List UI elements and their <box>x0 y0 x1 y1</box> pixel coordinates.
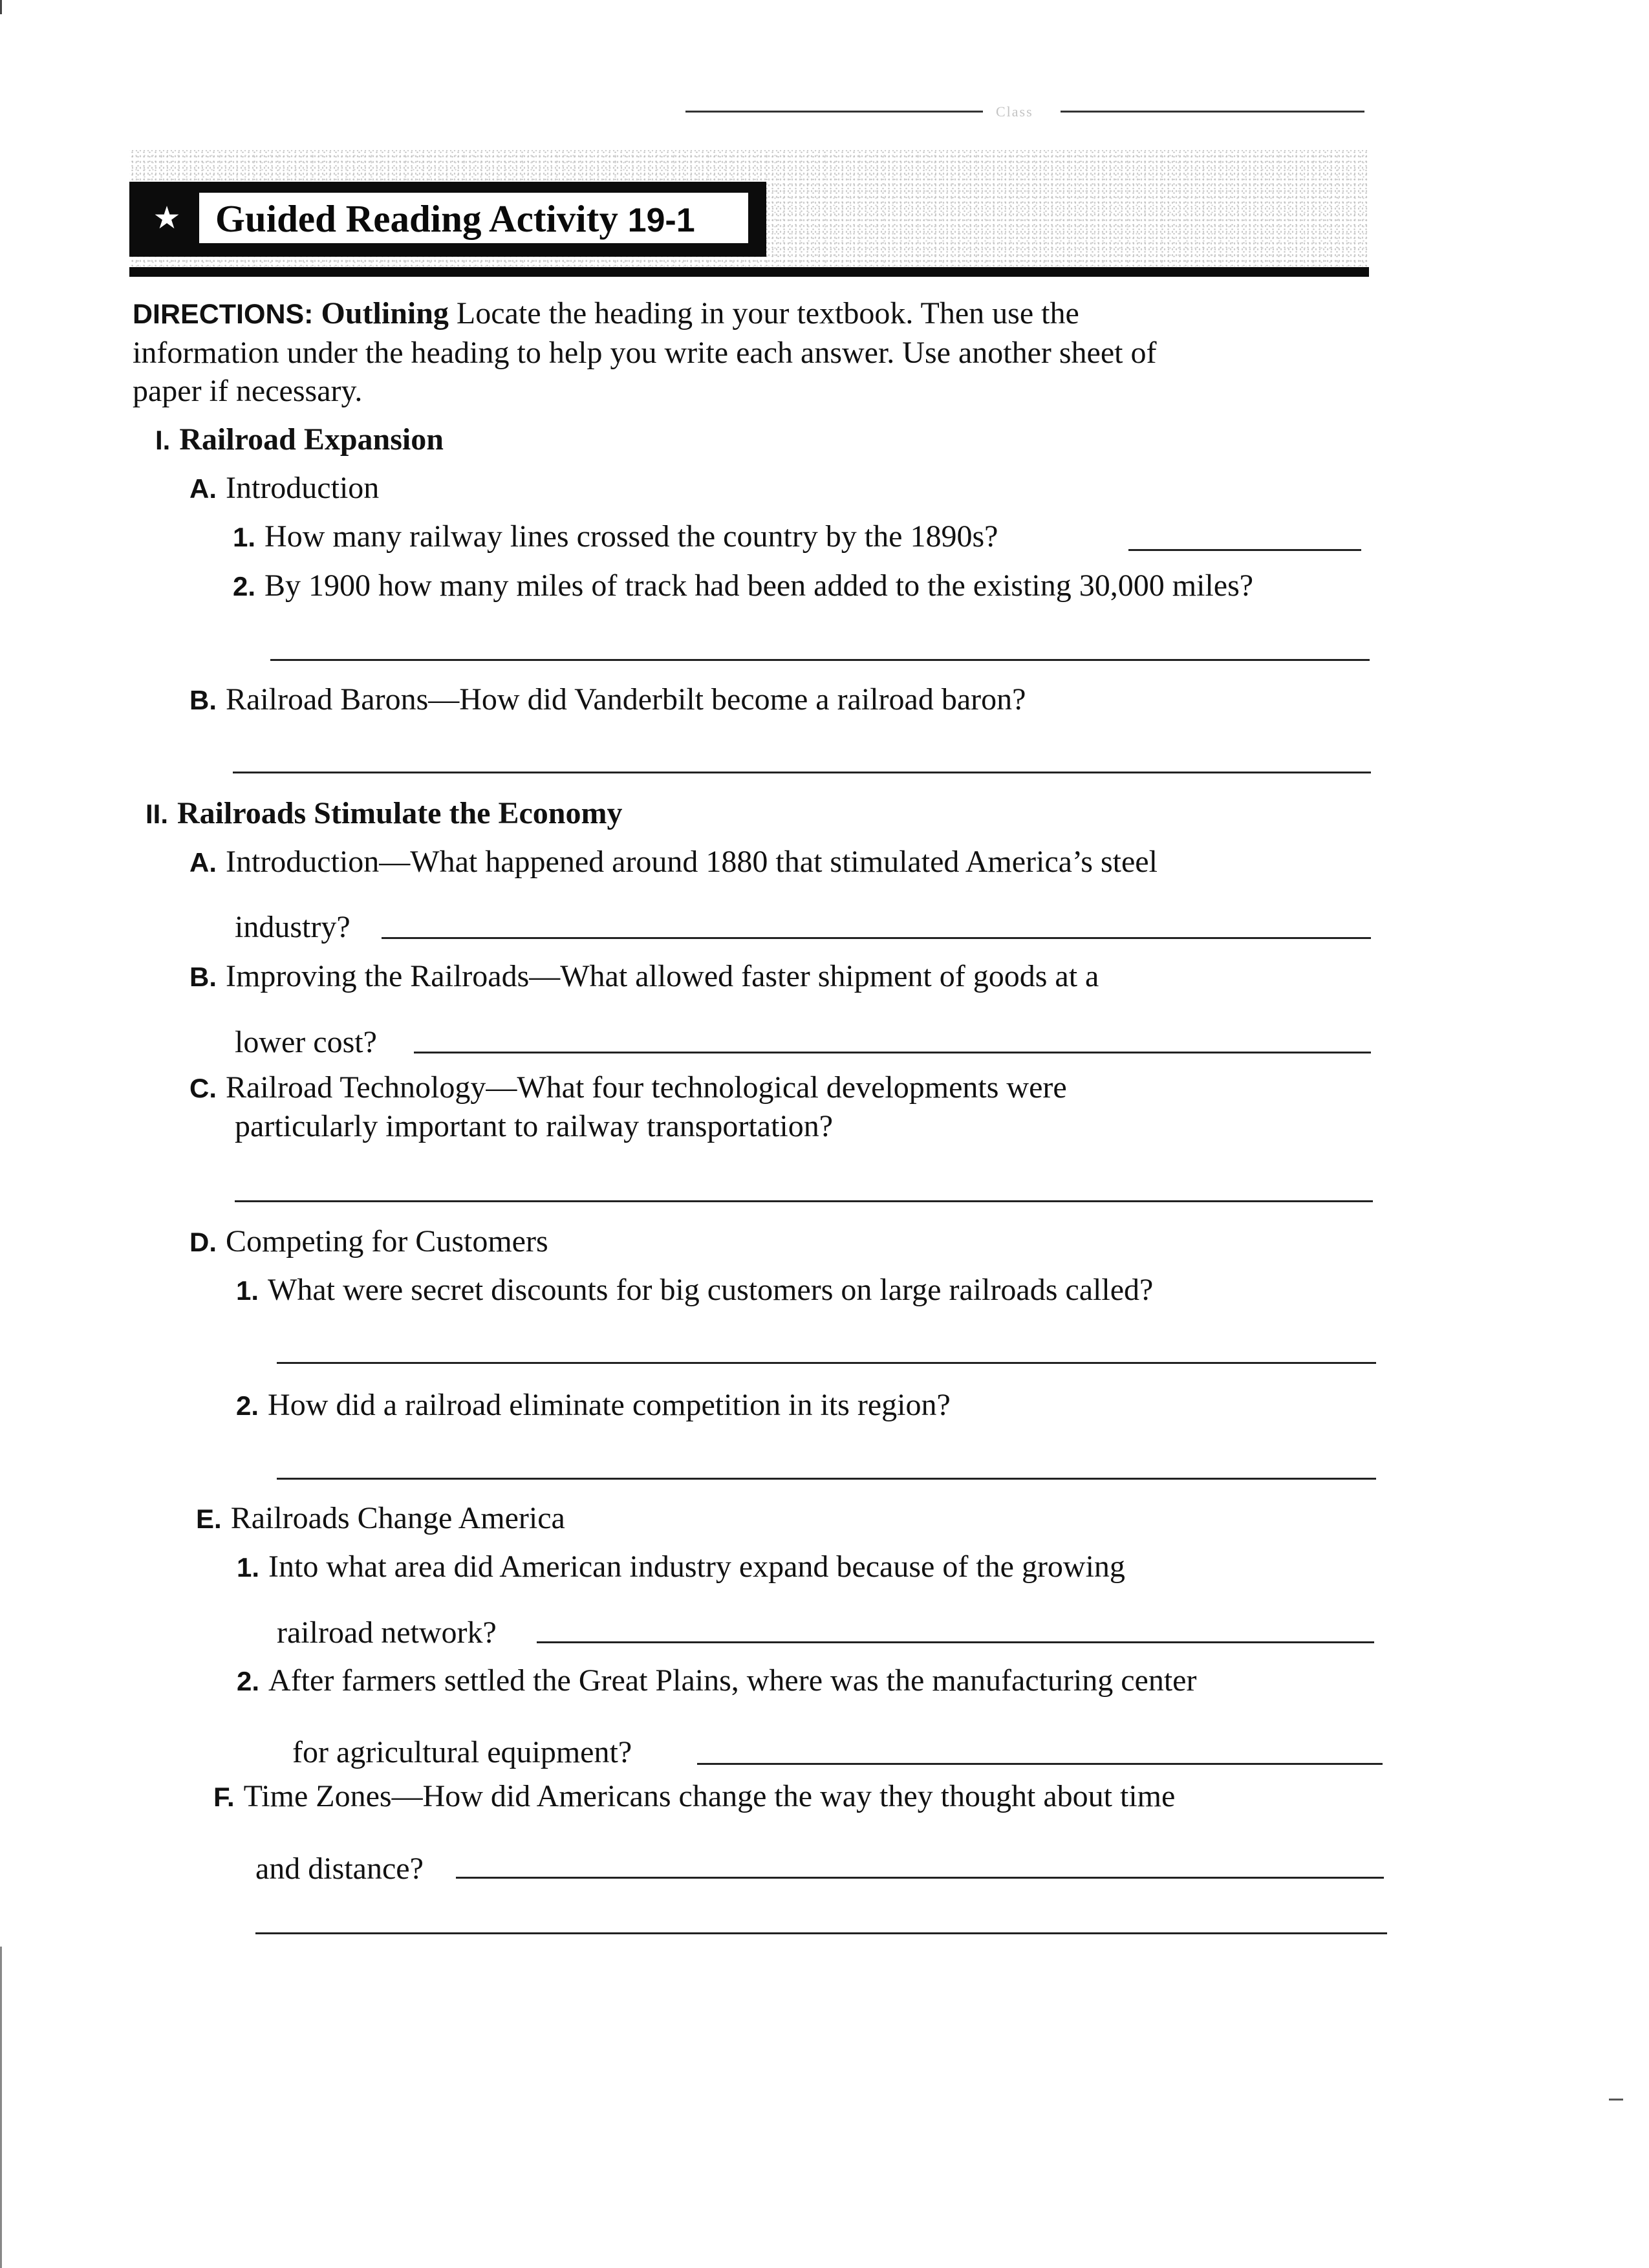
question-1a2-marker: 2. <box>233 571 256 601</box>
section-2f-marker: F. <box>213 1782 235 1812</box>
question-2e1 <box>237 1548 1125 1587</box>
section-1-heading <box>155 420 444 460</box>
section-2e-title: Railroads Change America <box>230 1501 565 1535</box>
question-1a1 <box>233 517 998 557</box>
section-2d-marker: D. <box>189 1227 217 1257</box>
question-2e1-marker: 1. <box>237 1552 260 1582</box>
question-2d1-text: What were secret discounts for big customers on large railroads called? <box>268 1273 1154 1307</box>
section-2d-heading <box>189 1222 548 1262</box>
answer-line-2a[interactable] <box>382 937 1371 939</box>
question-2e2-line1: After farmers settled the Great Plains, where was the manufacturing center <box>268 1663 1197 1698</box>
question-2e2 <box>237 1661 1196 1701</box>
question-2e2-marker: 2. <box>237 1666 260 1696</box>
section-1-marker: I. <box>155 425 171 455</box>
section-2-marker: II. <box>146 799 169 829</box>
section-2d-title: Competing for Customers <box>226 1224 548 1258</box>
directions <box>133 294 1232 410</box>
question-2d2 <box>236 1386 951 1425</box>
question-1b <box>189 680 1026 720</box>
question-1b-text: Railroad Barons—How did Vanderbilt become a railroad baron? <box>226 682 1026 717</box>
question-2e1-line2: railroad network? <box>277 1615 497 1650</box>
directions-text: Locate the heading in your textbook. Then use the information under the heading to help you write each answer. Use another sheet of paper if necessary. <box>133 296 1157 408</box>
section-1b-marker: B. <box>189 685 217 715</box>
question-2b-line1: Improving the Railroads—What allowed faster shipment of goods at a <box>226 959 1099 993</box>
answer-line-2f-2[interactable] <box>255 1932 1387 1934</box>
banner-rule <box>129 267 1369 277</box>
question-2d1 <box>236 1271 1153 1310</box>
question-2f-line2: and distance? <box>255 1852 424 1886</box>
question-2e2-cont <box>292 1733 632 1772</box>
question-2b-cont <box>235 1023 377 1062</box>
scan-dash <box>1609 2099 1623 2101</box>
answer-line-2f-1[interactable] <box>456 1877 1384 1879</box>
question-2a-line2: industry? <box>235 910 350 944</box>
section-2e-marker: E. <box>196 1504 222 1534</box>
question-2e2-line2: for agricultural equipment? <box>292 1735 632 1769</box>
question-2a-line1: Introduction—What happened around 1880 that stimulated America’s steel <box>226 845 1158 879</box>
question-2a-cont <box>235 908 350 947</box>
question-2b-line2: lower cost? <box>235 1025 377 1059</box>
question-2d1-marker: 1. <box>236 1275 259 1306</box>
star-icon: ★ <box>153 200 181 236</box>
question-2f <box>213 1777 1175 1817</box>
answer-line-2e1[interactable] <box>537 1641 1374 1643</box>
question-1a1-marker: 1. <box>233 522 256 552</box>
question-1a1-text: How many railway lines crossed the country by the 1890s? <box>264 519 998 554</box>
section-1a-title: Introduction <box>226 471 380 505</box>
question-2c-line2: particularly important to railway transportation? <box>235 1109 834 1143</box>
question-1a2-text: By 1900 how many miles of track had been added to the existing 30,000 miles? <box>264 568 1254 603</box>
answer-line-2d2[interactable] <box>277 1478 1376 1480</box>
question-2f-cont <box>255 1850 424 1888</box>
section-2a-marker: A. <box>189 847 217 878</box>
answer-line-2d1[interactable] <box>277 1362 1376 1364</box>
question-2c-line1: Railroad Technology—What four technological developments were <box>226 1070 1067 1105</box>
answer-line-1a2[interactable] <box>270 659 1370 661</box>
question-2e1-line1: Into what area did American industry expand because of the growing <box>268 1550 1125 1584</box>
answer-line-2e2[interactable] <box>697 1763 1383 1765</box>
question-2d2-marker: 2. <box>236 1390 259 1421</box>
question-1a2 <box>233 567 1253 606</box>
section-2-title: Railroads Stimulate the Economy <box>177 796 623 830</box>
question-2a <box>189 843 1158 882</box>
answer-line-1a1[interactable] <box>1128 549 1361 551</box>
page-title-text: Guided Reading Activity <box>215 197 618 240</box>
question-2b <box>189 957 1099 997</box>
section-1a-marker: A. <box>189 473 217 504</box>
question-2d2-text: How did a railroad eliminate competition in its region? <box>268 1388 951 1422</box>
scan-edge-line <box>0 1947 2 2268</box>
question-2e1-cont <box>277 1614 497 1652</box>
page-title <box>215 191 695 246</box>
answer-line-2b[interactable] <box>414 1052 1371 1053</box>
question-2f-line1: Time Zones—How did Americans change the way they thought about time <box>243 1779 1176 1813</box>
activity-number: 19-1 <box>627 202 695 239</box>
section-1a-heading <box>189 469 379 508</box>
class-answer-line[interactable] <box>1061 111 1364 113</box>
question-2c-cont <box>235 1107 833 1146</box>
section-2b-marker: B. <box>189 962 217 992</box>
section-2c-marker: C. <box>189 1073 217 1103</box>
section-2e-heading <box>196 1499 565 1539</box>
directions-subject: Outlining <box>321 296 449 330</box>
question-2c <box>189 1068 1067 1108</box>
directions-label: DIRECTIONS: <box>133 299 314 330</box>
answer-line-2c[interactable] <box>235 1200 1373 1202</box>
scan-edge-mark <box>0 0 2 14</box>
section-1-title: Railroad Expansion <box>179 422 444 457</box>
name-answer-line[interactable] <box>685 111 983 113</box>
section-2-heading <box>146 794 622 834</box>
class-label: Class <box>996 103 1033 120</box>
answer-line-1b[interactable] <box>233 772 1371 773</box>
